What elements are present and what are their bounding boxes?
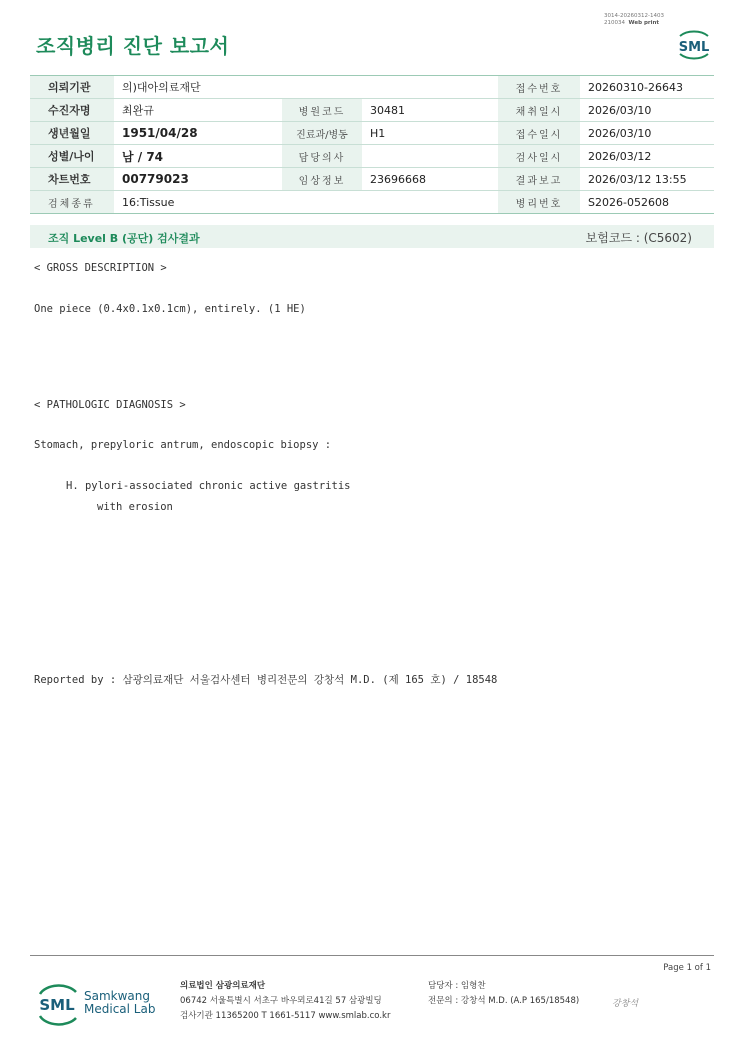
collection-date-value: 2026/03/10 xyxy=(580,99,714,122)
birth-date-value: 1951/04/28 xyxy=(114,122,282,145)
gross-text: One piece (0.4x0.1x0.1cm), entirely. (1 HE) xyxy=(34,303,306,315)
hospital-code-value: 30481 xyxy=(362,99,498,122)
table-row: 성별/나이 남 / 74 담당의사 검사일시 2026/03/12 xyxy=(30,145,714,168)
svg-text:SML: SML xyxy=(678,40,710,55)
diagnosis-line: with erosion xyxy=(97,501,173,513)
table-row: 의뢰기관 의)대아의료재단 접수번호 20260310-26643 xyxy=(30,76,714,99)
svg-text:SML: SML xyxy=(39,996,75,1014)
doctor-value xyxy=(362,145,498,168)
print-id: 3014-20260312-1403 210034 Web print xyxy=(604,13,664,26)
diagnosis-line: H. pylori-associated chronic active gastritis xyxy=(66,480,351,492)
dept-value: H1 xyxy=(362,122,498,145)
result-header xyxy=(30,225,714,248)
org-info: 의료법인 삼광의료재단 06742 서울특별시 서초구 바우뫼로41길 57 삼광빌딩 검사기관 11365200 T 1661-5117 www.smlab.co.kr xyxy=(180,981,391,1021)
diagnosis-header: < PATHOLOGIC DIAGNOSIS > xyxy=(34,399,186,411)
patient-info-table xyxy=(30,75,714,214)
report-date-value: 2026/03/12 13:55 xyxy=(580,168,714,191)
specimen-value: 16:Tissue xyxy=(114,191,498,214)
reported-by: Reported by : 삼광의료재단 서울검사센터 병리전문의 강창석 M.D. (제 165 호) / 18548 xyxy=(34,674,498,686)
diagnosis-site: Stomach, prepyloric antrum, endoscopic biopsy : xyxy=(34,439,332,451)
sml-logo-icon xyxy=(36,980,80,1026)
receipt-date-value: 2026/03/10 xyxy=(580,122,714,145)
print-mode: Web print xyxy=(628,20,660,26)
receipt-no-value: 20260310-26643 xyxy=(580,76,714,99)
sml-logo-icon xyxy=(674,27,714,63)
table-row: 수진자명 최완규 병원코드 30481 채취일시 2026/03/10 xyxy=(30,99,714,122)
footer-divider xyxy=(30,955,714,956)
table-row: 검체종류 16:Tissue 병리번호 S2026-052608 xyxy=(30,191,714,214)
table-row: 생년월일 1951/04/28 진료과/병동 H1 접수일시 2026/03/10 xyxy=(30,122,714,145)
table-row: 차트번호 00779023 임상정보 23696668 결과보고 2026/03/12 13:55 xyxy=(30,168,714,191)
page-number: Page 1 of 1 xyxy=(663,963,711,973)
staff-info: 담당자 : 임형찬 전문의 : 강창석 M.D. (A.P 165/18548) xyxy=(428,981,580,1006)
brand-name: Samkwang Medical Lab xyxy=(84,989,156,1016)
gross-header: < GROSS DESCRIPTION > xyxy=(34,262,167,274)
insurance-code: 보험코드 : (C5602) xyxy=(585,231,692,245)
result-title: 조직 Level B (공단) 검사결과 xyxy=(48,232,200,245)
specialist-name: 강창석 M.D. (A.P 165/18548) xyxy=(460,996,580,1006)
signature: 강창석 xyxy=(612,999,639,1009)
pathology-no-value: S2026-052608 xyxy=(580,191,714,214)
chart-no-value: 00779023 xyxy=(114,168,282,191)
clinical-info-value: 23696668 xyxy=(362,168,498,191)
test-date-value: 2026/03/12 xyxy=(580,145,714,168)
page-title: 조직병리 진단 보고서 xyxy=(36,34,230,58)
manager-name: 임형찬 xyxy=(460,981,486,991)
sex-age-value: 남 / 74 xyxy=(114,145,282,168)
patient-name-value: 최완규 xyxy=(114,99,282,122)
requesting-org-value: 의)대아의료재단 xyxy=(114,76,498,99)
